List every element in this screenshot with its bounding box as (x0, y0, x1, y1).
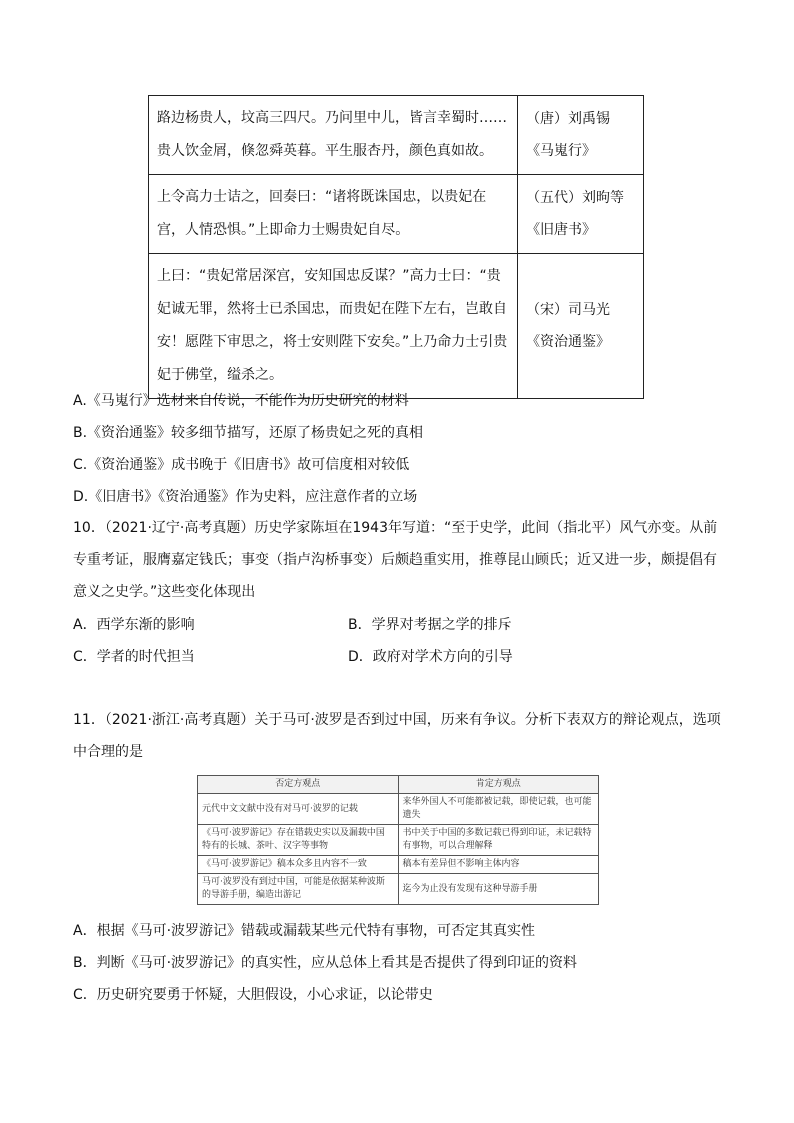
table-cell-text: 上令高力士诘之，回奏曰：“诸将既诛国忠，以贵妃在宫，人情恐惧。”上即命力士赐贵妃自尽。 (149, 175, 518, 254)
table-cell-text: 上曰：“贵妃常居深宫，安知国忠反谋？”高力士曰：“贵妃诚无罪，然将士已杀国忠，而贵妃在陛下左右，岂敢自安！愿陛下审思之，将士安则陛下安矣。”上乃命力士引贵妃于佛堂，缢杀之。 (149, 254, 518, 399)
table-row (149, 254, 644, 399)
table-cell: 来华外国人不可能都被记载，即使记载，也可能遗失 (398, 794, 599, 825)
table-cell-source: （五代）刘昫等《旧唐书》 (518, 175, 644, 254)
table-row (198, 856, 599, 874)
table-cell-source: （唐）刘禹锡《马嵬行》 (518, 96, 644, 175)
table-header-cell: 否定方观点 (198, 776, 399, 794)
table-row (149, 175, 644, 254)
q9-option-d: D.《旧唐书》《资治通鉴》作为史料，应注意作者的立场 (73, 489, 418, 505)
q10-option-d: D．政府对学术方向的引导 (348, 649, 513, 665)
table-cell: 元代中文文献中没有对马可·波罗的记载 (198, 794, 399, 825)
q10-stem: 10．（2021·辽宁·高考真题）历史学家陈垣在1943年写道：“至于史学，此间（指北平）风气亦变。从前专重考证，服膺嘉定钱氏；事变（指卢沟桥事变）后颇趋重实用，推尊昆山顾氏；近又进一步，颇提倡有意义之史学。”这些变化体现出 (73, 520, 718, 600)
table-cell: 马可·波罗没有到过中国，可能是依据某种波斯的导游手册，编造出游记 (198, 874, 399, 905)
table-cell-source: （宋）司马光《资治通鉴》 (518, 254, 644, 399)
q10-option-b: B．学界对考据之学的排斥 (348, 617, 512, 633)
table-header-cell: 肯定方观点 (398, 776, 599, 794)
table-cell: 《马可·波罗游记》稿本众多且内容不一致 (198, 856, 399, 874)
q9-option-a: A.《马嵬行》选材来自传说，不能作为历史研究的材料 (73, 393, 409, 409)
q11-option-a: A．根据《马可·波罗游记》错载或漏载某些元代特有事物，可否定其真实性 (73, 923, 536, 939)
table-header-row (198, 776, 599, 794)
q10-option-c: C．学者的时代担当 (73, 649, 195, 665)
table-cell: 《马可·波罗游记》存在错载史实以及漏载中国特有的长城、茶叶、汉字等事物 (198, 825, 399, 856)
q11-option-b: B．判断《马可·波罗游记》的真实性，应从总体上看其是否提供了得到印证的资料 (73, 955, 578, 971)
q9-option-b: B.《资治通鉴》较多细节描写，还原了杨贵妃之死的真相 (73, 425, 424, 441)
q11-option-c: C．历史研究要勇于怀疑，大胆假设，小心求证，以论带史 (73, 987, 433, 1003)
table-cell: 迄今为止没有发现有这种导游手册 (398, 874, 599, 905)
table-row (149, 96, 644, 175)
debate-table (197, 775, 599, 905)
table-cell: 书中关于中国的多数记载已得到印证，未记载特有事物，可以合理解释 (398, 825, 599, 856)
table-row (198, 794, 599, 825)
source-table (148, 95, 644, 399)
table-cell: 稿本有差异但不影响主体内容 (398, 856, 599, 874)
q9-option-c: C.《资治通鉴》成书晚于《旧唐书》故可信度相对较低 (73, 457, 410, 473)
q10-option-a: A．西学东渐的影响 (73, 617, 195, 633)
table-row (198, 874, 599, 905)
q11-stem: 11．（2021·浙江·高考真题）关于马可·波罗是否到过中国，历来有争议。分析下表双方的辩论观点，选项中合理的是 (73, 712, 721, 760)
table-cell-text: 路边杨贵人，坟高三四尺。乃问里中儿，皆言幸蜀时……贵人饮金屑，倏忽舜英暮。平生服杏丹，颜色真如故。 (149, 96, 518, 175)
table-row (198, 825, 599, 856)
